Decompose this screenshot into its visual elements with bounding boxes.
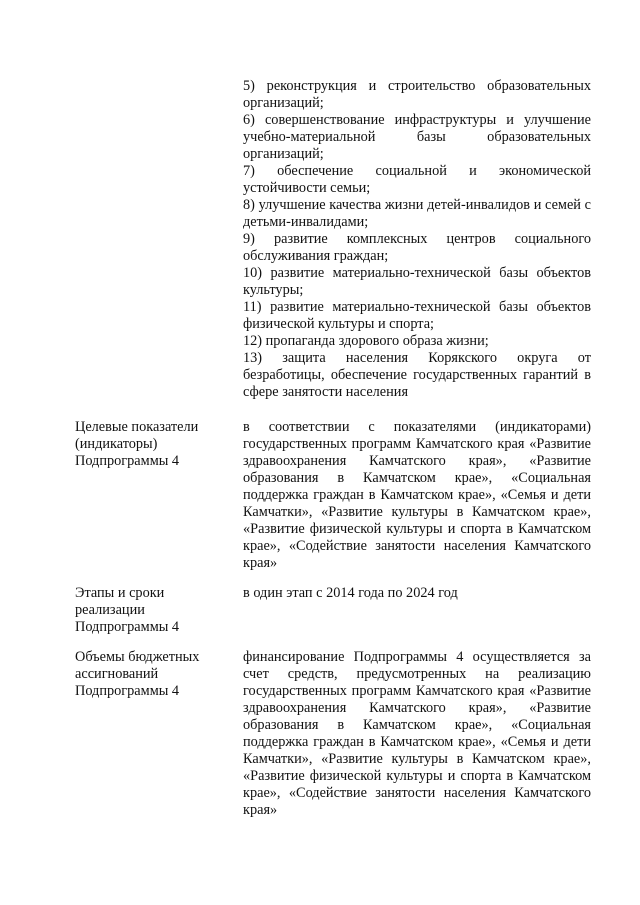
row-text-budget: финансирование Подпрограммы 4 осуществляется за счет средств, предусмотренных на реализацию государственных программ Камчатского края «Развитие здравоохранения Камчатского края», «Развитие образования в Камчатском крае», «Социальная поддержка граждан в Камчатском крае», «Семья и дети Камчатки», «Развитие культуры в Камчатском крае», «Развитие физической культуры и спорта в Камчатском крае», «Содействие занятости населения Камчатского края» [243, 649, 591, 818]
label-line: ассигнований [75, 666, 159, 682]
measure-item-7: 7) обеспечение социальной и экономической устойчивости семьи; [243, 163, 591, 196]
row-text-stages: в один этап с 2014 года по 2024 год [243, 585, 458, 601]
measure-item-9: 9) развитие комплексных центров социального обслуживания граждан; [243, 231, 591, 264]
row-label-budget [75, 649, 225, 700]
label-line: реализации [75, 602, 145, 618]
label-line: Объемы бюджетных [75, 649, 200, 665]
row-text-indicators: в соответствии с показателями (индикаторами) государственных программ Камчатского края «Развитие здравоохранения Камчатского края», «Развитие образования в Камчатском крае», «Социальная поддержка граждан в Камчатском крае», «Семья и дети Камчатки», «Развитие культуры в Камчатском крае», «Развитие физической культуры и спорта в Камчатском крае», «Содействие занятости населения Камчатского края» [243, 419, 591, 571]
row-label-stages [75, 585, 225, 636]
label-line: Подпрограммы 4 [75, 453, 180, 469]
label-line: Подпрограммы 4 [75, 683, 180, 699]
label-line: Целевые показатели [75, 419, 199, 435]
measures-list [243, 78, 591, 401]
measure-item-8: 8) улучшение качества жизни детей-инвалидов и семей с детьми-инвалидами; [243, 197, 591, 230]
measure-item-10: 10) развитие материально-технической базы объектов культуры; [243, 265, 591, 298]
label-line: Этапы и сроки [75, 585, 165, 601]
label-line: (индикаторы) [75, 436, 158, 452]
row-label-indicators [75, 419, 225, 470]
measure-item-12: 12) пропаганда здорового образа жизни; [243, 333, 489, 349]
label-line: Подпрограммы 4 [75, 619, 180, 635]
measure-item-5: 5) реконструкция и строительство образовательных организаций; [243, 78, 591, 111]
measure-item-13: 13) защита населения Корякского округа от безработицы, обеспечение государственных гарантий в сфере занятости населения [243, 350, 591, 400]
measure-item-11: 11) развитие материально-технической базы объектов физической культуры и спорта; [243, 299, 591, 332]
measure-item-6: 6) совершенствование инфраструктуры и улучшение учебно-материальной базы образовательных организаций; [243, 112, 591, 162]
